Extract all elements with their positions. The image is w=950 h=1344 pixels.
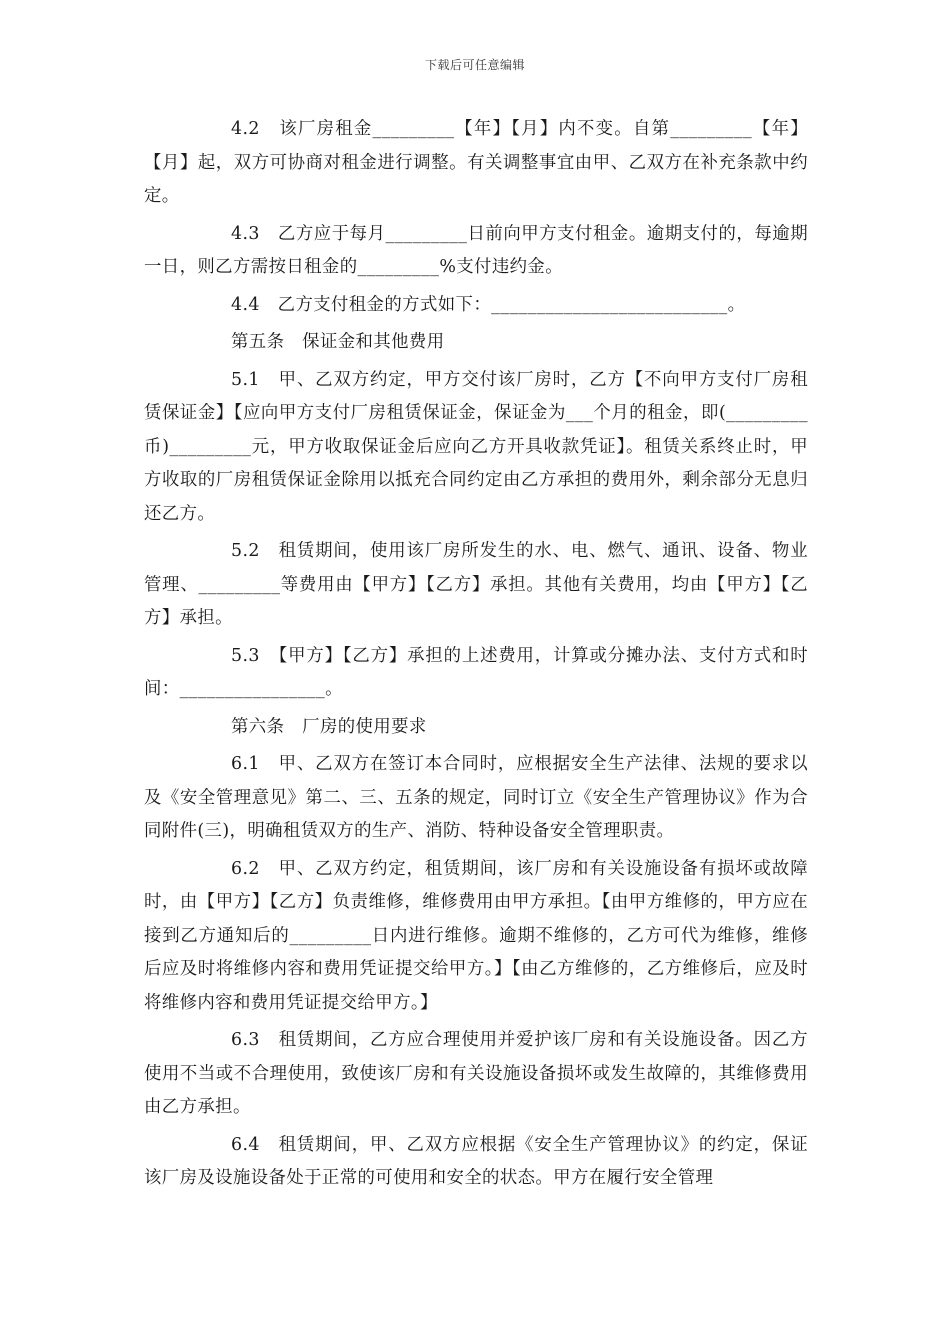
clause-6-3: 6.3 租赁期间，乙方应合理使用并爱护该厂房和有关设施设备。因乙方使用不当或不合理使用，致使该厂房和有关设施设备损坏或发生故障的，其维修费用由乙方承担。	[144, 1030, 808, 1117]
page-header-note: 下载后可任意编辑	[424, 58, 525, 72]
article-6-heading: 第六条 厂房的使用要求	[231, 716, 427, 737]
clause-5-1: 5.1 甲、乙双方约定，甲方交付该厂房时，乙方【不向甲方支付厂房租赁保证金】【应向甲方支付厂房租赁保证金，保证金为___个月的租金，即(_________币)_________元，甲方收取保证金后应向乙方开具收款凭证】。租赁关系终止时，甲方收取的厂房租赁保证金除用以抵充合同约定由乙方承担的费用外，剩余部分无息归还乙方。	[144, 369, 808, 524]
article-5-heading: 第五条 保证金和其他费用	[231, 332, 445, 352]
clause-5-3: 5.3 【甲方】【乙方】承担的上述费用，计算或分摊办法、支付方式和时间：________________。	[144, 645, 808, 699]
clause-6-2: 6.2 甲、乙双方约定，租赁期间，该厂房和有关设施设备有损坏或故障时，由【甲方】【乙方】负责维修，维修费用由甲方承担。【由甲方维修的，甲方应在接到乙方通知后的_________日内进行维修。逾期不维修的，乙方可代为维修，维修后应及时将维修内容和费用凭证提交给甲方。】【由乙方维修的，乙方维修后，应及时将维修内容和费用凭证提交给甲方。】	[144, 858, 808, 1013]
clause-6-1: 6.1 甲、乙双方在签订本合同时，应根据安全生产法律、法规的要求以及《安全管理意见》第二、三、五条的规定，同时订立《安全生产管理协议》作为合同附件(三)，明确租赁双方的生产、消防、特种设备安全管理职责。	[144, 754, 808, 841]
clause-4-4: 4.4 乙方支付租金的方式如下：__________________________。	[231, 294, 746, 315]
clause-5-2: 5.2 租赁期间，使用该厂房所发生的水、电、燃气、通讯、设备、物业管理、_________等费用由【甲方】【乙方】承担。其他有关费用，均由【甲方】【乙方】承担。	[144, 541, 808, 628]
clause-4-3: 4.3 乙方应于每月_________日前向甲方支付租金。逾期支付的，每逾期一日，则乙方需按日租金的_________%支付违约金。	[144, 223, 808, 277]
document-body	[144, 113, 808, 1200]
clause-6-4: 6.4 租赁期间，甲、乙双方应根据《安全生产管理协议》的约定，保证该厂房及设施设备处于正常的可使用和安全的状态。甲方在履行安全管理	[144, 1134, 808, 1188]
clause-4-2: 4.2 该厂房租金_________【年】【月】内不变。自第_________【年】【月】起，双方可协商对租金进行调整。有关调整事宜由甲、乙双方在补充条款中约定。	[144, 119, 808, 206]
